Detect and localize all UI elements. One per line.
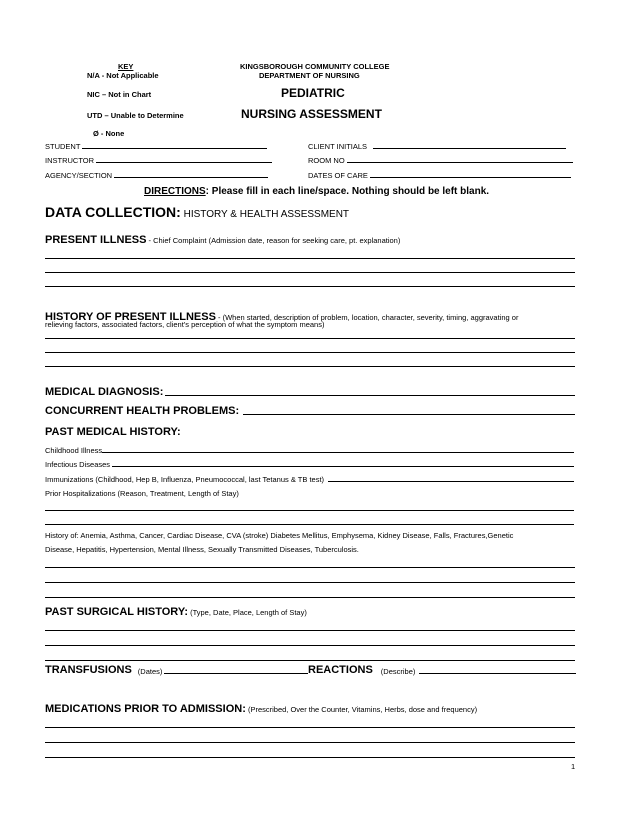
client-initials-label: CLIENT INITIALS: [308, 142, 368, 151]
hpi-note-2: relieving factors, associated factors, client's perception of what the symptom means): [45, 320, 325, 329]
hpi-line-2[interactable]: [45, 352, 575, 353]
reactions-field[interactable]: [308, 664, 576, 676]
prior-hosp-line-1[interactable]: [45, 510, 574, 511]
room-no-label: ROOM NO: [308, 156, 345, 165]
infectious-diseases-field[interactable]: [45, 460, 574, 469]
data-collection-subtitle: HISTORY & HEALTH ASSESSMENT: [180, 209, 350, 220]
directions: [144, 186, 489, 197]
instructor-field[interactable]: [45, 156, 272, 165]
directions-label: DIRECTIONS: [144, 186, 206, 197]
instructor-label: INSTRUCTOR: [45, 156, 95, 165]
medications-note: (Prescribed, Over the Counter, Vitamins, Herbs, dose and frequency): [245, 705, 478, 714]
medical-diagnosis-field[interactable]: [45, 386, 575, 398]
medical-diagnosis-label: MEDICAL DIAGNOSIS:: [45, 386, 164, 398]
student-field[interactable]: [45, 142, 267, 151]
history-of-line-1[interactable]: [45, 567, 575, 568]
surgical-line-3[interactable]: [45, 660, 575, 661]
childhood-illness-field[interactable]: [45, 446, 574, 455]
agency-section-field[interactable]: [45, 171, 268, 180]
prior-hosp-line-2[interactable]: [45, 524, 574, 525]
past-surgical-heading: [45, 602, 307, 620]
key-item-na: N/A - Not Applicable: [87, 71, 159, 80]
client-initials-field[interactable]: [308, 142, 566, 151]
key-item-nic: NIC – Not in Chart: [87, 90, 152, 99]
key-title: KEY: [118, 62, 134, 71]
hpi-note-1: - (When started, description of problem, location, character, severity, timing, aggravating or: [215, 313, 519, 322]
form-title-pediatric: PEDIATRIC: [281, 86, 345, 100]
hpi-title: HISTORY OF PRESENT ILLNESS: [45, 311, 216, 323]
past-surgical-note: (Type, Date, Place, Length of Stay): [188, 608, 307, 617]
concurrent-health-problems-field[interactable]: [45, 405, 575, 417]
medications-title: MEDICATIONS PRIOR TO ADMISSION:: [45, 703, 246, 715]
dates-of-care-field[interactable]: [308, 171, 571, 180]
key-item-none: Ø - None: [93, 129, 125, 138]
medications-heading: [45, 699, 477, 717]
immunizations-label: Immunizations (Childhood, Hep B, Influenza, Pneumococcal, last Tetanus & TB test): [45, 475, 325, 484]
dates-of-care-label: DATES OF CARE: [308, 171, 368, 180]
history-of-line-3[interactable]: [45, 597, 575, 598]
hpi-line-1[interactable]: [45, 338, 575, 339]
hpi-line-3[interactable]: [45, 366, 575, 367]
transfusions-label: TRANSFUSIONS: [45, 664, 132, 676]
present-illness-note: - Chief Complaint (Admission date, reason for seeking care, pt. explanation): [146, 236, 401, 245]
history-of-text-1: History of: Anemia, Asthma, Cancer, Cardiac Disease, CVA (stroke) Diabetes Mellitus, Emphysema, Kidney Disease, Falls, Fractures,Genetic: [45, 531, 514, 540]
transfusions-note: (Dates): [137, 667, 163, 676]
page-number: 1: [571, 762, 576, 771]
agency-section-label: AGENCY/SECTION: [45, 171, 113, 180]
present-illness-line-3[interactable]: [45, 286, 575, 287]
transfusions-field[interactable]: [45, 664, 308, 676]
form-title-assessment: NURSING ASSESSMENT: [241, 107, 382, 121]
present-illness-heading: [45, 230, 400, 248]
student-label: STUDENT: [45, 142, 81, 151]
medications-line-1[interactable]: [45, 727, 575, 728]
reactions-note: (Describe): [380, 667, 416, 676]
college-name: KINGSBOROUGH COMMUNITY COLLEGE: [240, 62, 390, 71]
history-of-line-2[interactable]: [45, 582, 575, 583]
childhood-illness-label: Childhood Illness: [45, 446, 103, 455]
reactions-label: REACTIONS: [308, 664, 373, 676]
room-no-field[interactable]: [308, 156, 573, 165]
infectious-diseases-label: Infectious Diseases: [45, 460, 111, 469]
medications-line-3[interactable]: [45, 757, 575, 758]
data-collection-title: DATA COLLECTION:: [45, 204, 181, 220]
data-collection-heading: [45, 204, 349, 222]
past-surgical-title: PAST SURGICAL HISTORY:: [45, 606, 189, 618]
present-illness-line-1[interactable]: [45, 258, 575, 259]
past-medical-history-heading: PAST MEDICAL HISTORY:: [45, 426, 181, 438]
medications-line-2[interactable]: [45, 742, 575, 743]
concurrent-health-problems-label: CONCURRENT HEALTH PROBLEMS:: [45, 405, 240, 417]
surgical-line-2[interactable]: [45, 645, 575, 646]
prior-hospitalizations-label: Prior Hospitalizations (Reason, Treatment, Length of Stay): [45, 489, 239, 498]
present-illness-line-2[interactable]: [45, 272, 575, 273]
history-of-text-2: Disease, Hepatitis, Hypertension, Mental Illness, Sexually Transmitted Diseases, Tuberculosis.: [45, 545, 359, 554]
directions-text: : Please fill in each line/space. Nothing should be left blank.: [205, 186, 490, 197]
present-illness-title: PRESENT ILLNESS: [45, 234, 147, 246]
surgical-line-1[interactable]: [45, 630, 575, 631]
key-item-utd: UTD – Unable to Determine: [87, 111, 184, 120]
immunizations-field[interactable]: [45, 475, 574, 484]
department-name: DEPARTMENT OF NURSING: [259, 71, 360, 80]
